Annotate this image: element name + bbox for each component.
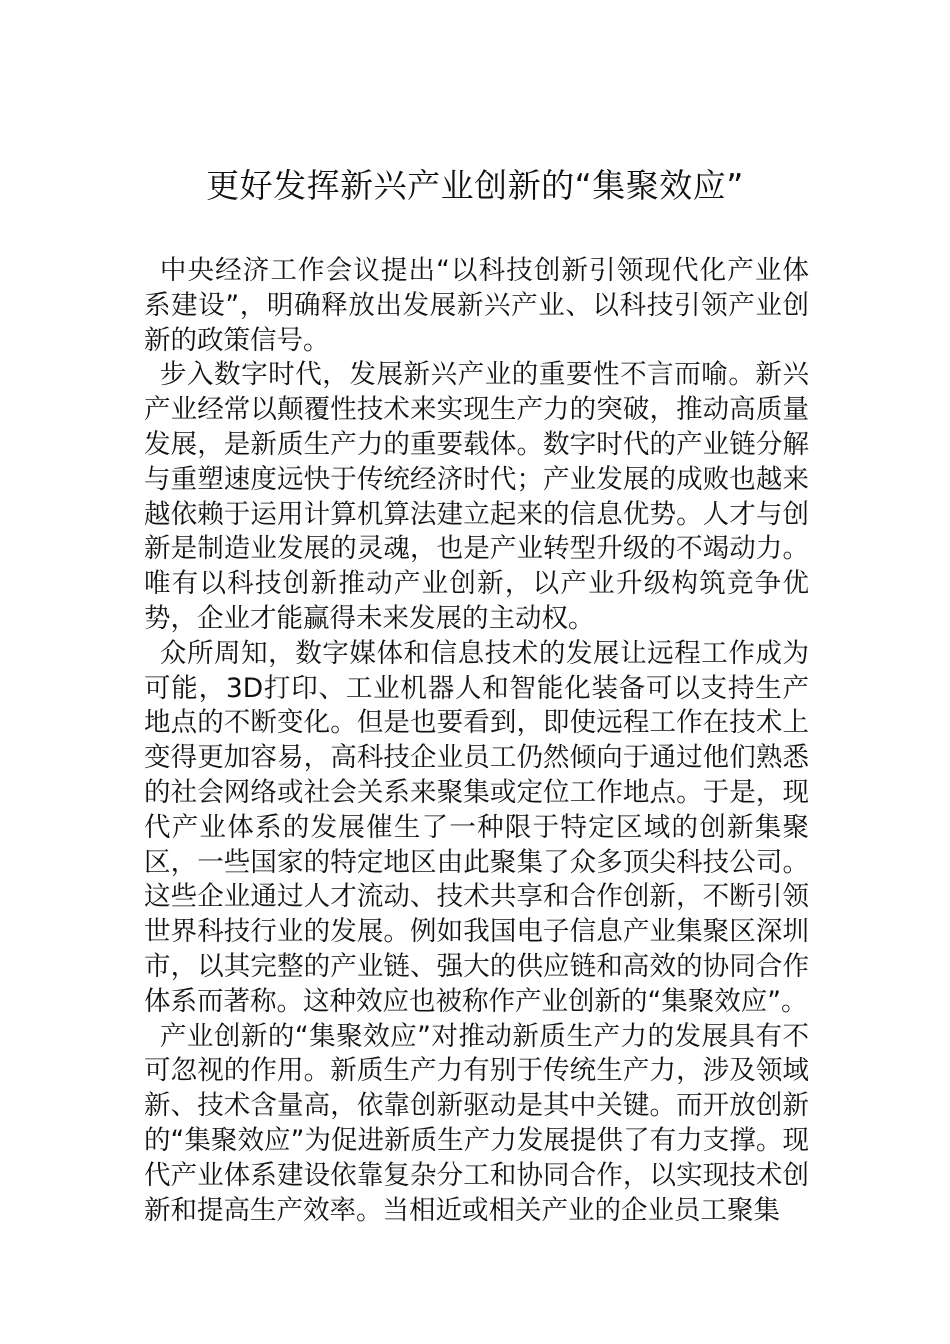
paragraph-3: 众所周知，数字媒体和信息技术的发展让远程工作成为可能，3D打印、工业机器人和智能化装备可以支持生产地点的不断变化。但是也要看到，即使远程工作在技术上变得更加容易，高科技企业员工仍然倾向于通过他们熟悉的社会网络或社会关系来聚集或定位工作地点。于是，现代产业体系的发展催生了一种限于特定区域的创新集聚区，一些国家的特定地区由此聚集了众多顶尖科技公司。这些企业通过人才流动、技术共享和合作创新，不断引领世界科技行业的发展。例如我国电子信息产业集聚区深圳市，以其完整的产业链、强大的供应链和高效的协同合作体系而著称。这种效应也被称作产业创新的“集聚效应”。: [144, 637, 809, 1017]
paragraph-4: 产业创新的“集聚效应”对推动新质生产力的发展具有不可忽视的作用。新质生产力有别于传统生产力，涉及领域新、技术含量高，依靠创新驱动是其中关键。而开放创新的“集聚效应”为促进新质生产力发展提供了有力支撑。现代产业体系建设依靠复杂分工和协同合作，以实现技术创新和提高生产效率。当相近或相关产业的企业员工聚集: [144, 1020, 809, 1226]
paragraph-2: 步入数字时代，发展新兴产业的重要性不言而喻。新兴产业经常以颠覆性技术来实现生产力的突破，推动高质量发展，是新质生产力的重要载体。数字时代的产业链分解与重塑速度远快于传统经济时代；产业发展的成败也越来越依赖于运用计算机算法建立起来的信息优势。人才与创新是制造业发展的灵魂，也是产业转型升级的不竭动力。唯有以科技创新推动产业创新，以产业升级构筑竞争优势，企业才能赢得未来发展的主动权。: [144, 359, 809, 634]
paragraph-1: 中央经济工作会议提出“以科技创新引领现代化产业体系建设”，明确释放出发展新兴产业、以科技引领产业创新的政策信号。: [144, 255, 809, 356]
article-body: [144, 254, 809, 1228]
article-title: 更好发挥新兴产业创新的“集聚效应”: [206, 166, 744, 205]
